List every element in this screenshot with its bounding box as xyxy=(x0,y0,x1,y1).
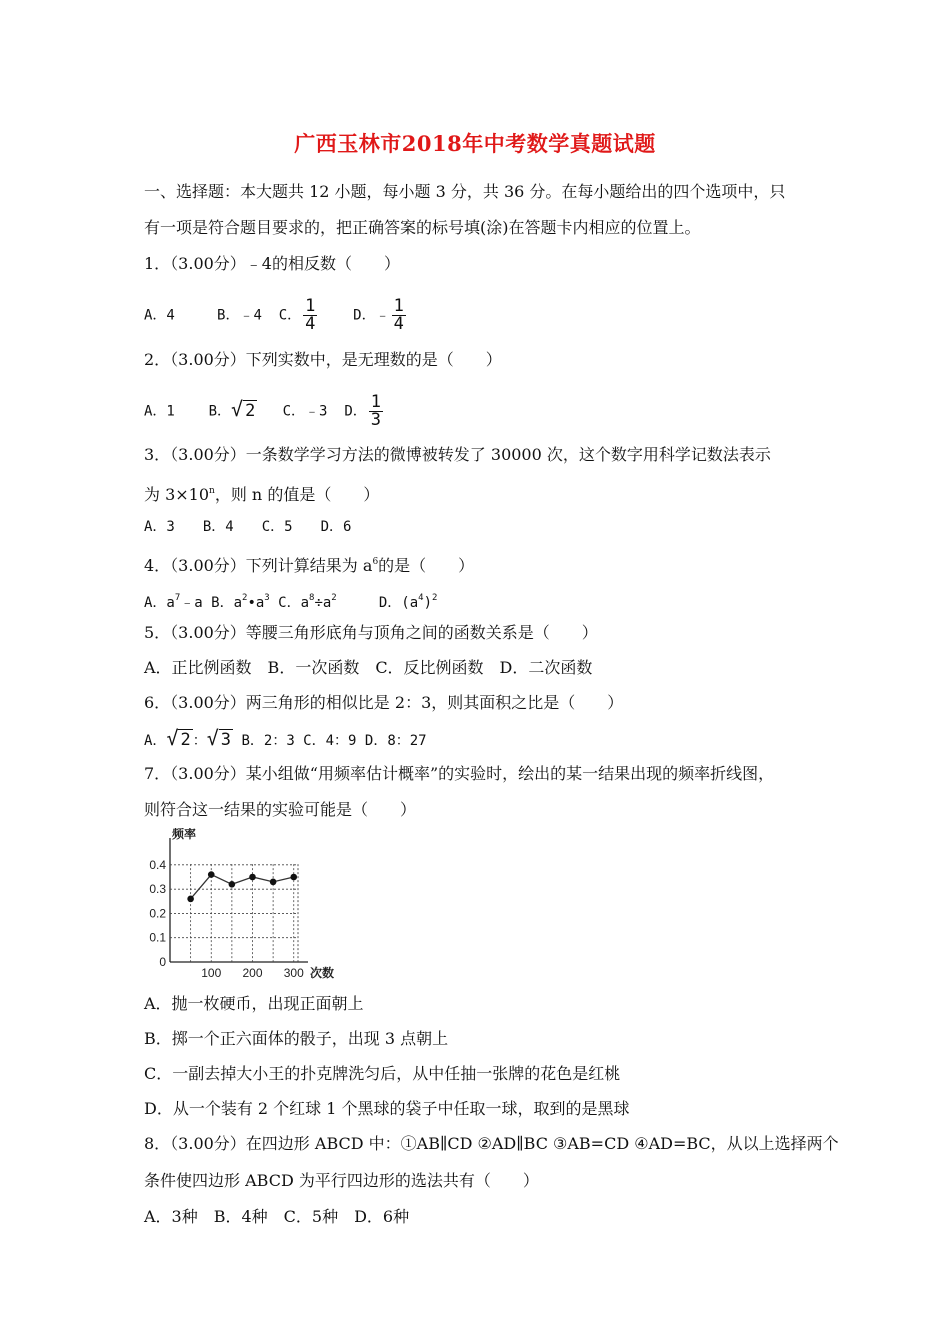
data-point xyxy=(249,874,256,881)
question-7-option-d: D．从一个装有 2 个红球 1 个黑球的袋子中任取一球，取到的是黑球 xyxy=(144,1099,630,1118)
sqrt-2: √ 2 xyxy=(231,396,256,421)
x-tick-label: 300 xyxy=(283,966,304,980)
x-tick-label: 200 xyxy=(242,966,263,980)
section-intro-line-2: 有一项是符合题目要求的，把正确答案的标号填(涂)在答题卡内相应的位置上。 xyxy=(144,218,701,237)
option-d-label: D．﹣ xyxy=(353,307,390,324)
y-axis-label: 频率 xyxy=(172,828,197,841)
option-a: A．4 xyxy=(144,307,175,324)
y-tick-label: 0.2 xyxy=(149,906,166,921)
question-6-options: A．√ 2 ：√ 3 B．2：3 C．4：9 D．8：27 xyxy=(144,726,427,750)
option-a: A．$a^7﹣a$ xyxy=(144,593,203,611)
question-1-stem: 1．（3.00分）﹣4的相反数（ ） xyxy=(144,254,400,273)
question-7-option-b: B．掷一个正六面体的骰子，出现 3 点朝上 xyxy=(144,1029,449,1048)
question-5-options: A．正比例函数 B．一次函数 C．反比例函数 D．二次函数 xyxy=(144,658,593,677)
sqrt-3: √ 3 xyxy=(206,726,232,750)
frequency-line-chart xyxy=(140,828,350,980)
question-4-stem: 4．（3.00分）下列计算结果为 $a^6$的是（ ） xyxy=(144,556,475,575)
question-5-stem: 5．（3.00分）等腰三角形底角与顶角之间的函数关系是（ ） xyxy=(144,623,598,642)
data-point xyxy=(290,874,297,881)
y-tick-label: 0.1 xyxy=(149,930,166,945)
question-7-stem-line-1: 7．（3.00分）某小组做“用频率估计概率”的实验时，绘出的某一结果出现的频率折线图， xyxy=(144,764,775,783)
question-7-option-c: C．一副去掉大小王的扑克牌洗匀后，从中任抽一张牌的花色是红桃 xyxy=(144,1064,621,1083)
question-3-stem-line-2: 为 $3\times 10^n$，则 n 的值是（ ） xyxy=(144,485,380,504)
data-point xyxy=(270,879,277,886)
option-c-fraction: $\frac{1}{4}$ xyxy=(305,296,316,334)
y-tick-label: 0.3 xyxy=(149,882,166,897)
question-7-option-a: A．抛一枚硬币，出现正面朝上 xyxy=(144,994,364,1013)
y-tick-label: 0.4 xyxy=(149,857,166,872)
page-title: 广西玉林市2018年中考数学真题试题 xyxy=(294,131,656,156)
options-bcd: B．2：3 C．4：9 D．8：27 xyxy=(241,733,427,749)
series-line xyxy=(191,875,294,899)
option-d: D．$(a^4)^2$ xyxy=(378,593,438,611)
data-point xyxy=(208,871,215,878)
data-point xyxy=(187,896,194,903)
question-6-stem: 6．（3.00分）两三角形的相似比是 2：3，则其面积之比是（ ） xyxy=(144,693,624,712)
data-point xyxy=(229,881,236,888)
option-c: C．﹣3 xyxy=(282,403,328,420)
x-axis-label: 次数 xyxy=(310,966,335,980)
option-c: C．$a^8\div a^2$ xyxy=(278,593,337,611)
sqrt-2: √ 2 xyxy=(166,726,191,750)
option-a: A．1 xyxy=(144,403,175,420)
option-b: B．$a^2•a^3$ xyxy=(211,593,270,611)
question-2-options xyxy=(144,394,385,429)
question-4-options xyxy=(144,587,437,614)
option-d-fraction: $\frac{1}{3}$ xyxy=(370,392,382,430)
x-tick-label: 100 xyxy=(201,966,222,980)
section-intro-line-1: 一、选择题：本大题共 12 小题，每小题 3 分，共 36 分。在每小题给出的四个选项中，只 xyxy=(144,182,786,201)
y-tick-label: 0 xyxy=(159,955,166,969)
option-b: B．﹣4 xyxy=(217,307,262,324)
question-7-stem-line-2: 则符合这一结果的实验可能是（ ） xyxy=(144,800,417,819)
option-d-fraction: $\frac{1}{4}$ xyxy=(393,296,404,334)
question-3-stem-line-1: 3．（3.00分）一条数学学习方法的微博被转发了 30000 次，这个数字用科学记数法表示 xyxy=(144,445,771,464)
option-c-label: C． xyxy=(278,307,302,324)
option-b-label: B． xyxy=(208,403,232,420)
option-a-label: A． xyxy=(144,733,167,749)
question-8-stem-line-2: 条件使四边形 ABCD 为平行四边形的选法共有（ ） xyxy=(144,1171,539,1190)
question-1-options xyxy=(144,298,408,333)
question-2-stem: 2．（3.00分）下列实数中，是无理数的是（ ） xyxy=(144,350,502,369)
question-8-stem-line-1: 8．（3.00分）在四边形 ABCD 中：①AB∥CD ②AD∥BC ③AB=CD ④AD=BC，从以上选择两个 xyxy=(144,1134,839,1153)
option-d-label: D． xyxy=(344,403,367,420)
question-3-options: A．3 B．4 C．5 D．6 xyxy=(144,519,352,535)
question-8-options: A．3种 B．4种 C．5种 D．6种 xyxy=(144,1207,410,1226)
